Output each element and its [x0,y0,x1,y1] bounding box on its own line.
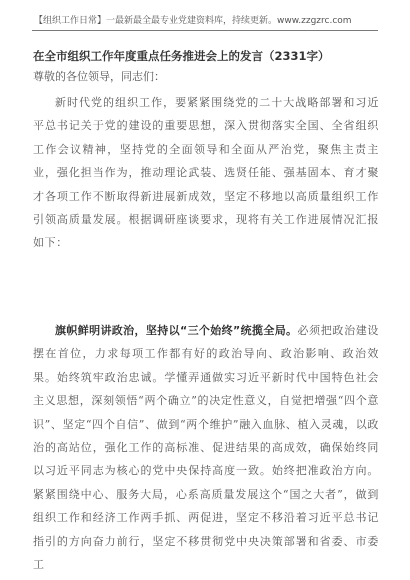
paragraph-intro: 新时代党的组织工作，要紧紧围绕党的二十大战略部署和习近平总书记关于党的建设的重要思想，深入贯彻落实全国、全省组织工作会议精神，坚持党的全面领导和全面从严治党，聚焦主责主业，强化担当作为，推动理论武装、选贤任能、强基固本、育才聚才各项工作不断取得新进展新成效，坚定不移地以高质量组织工作引领高质量发展。根据调研座谈要求，现将有关工作进展情况汇报如下： [33,96,379,250]
section-body: 必须把政治建设摆在首位，力求每项工作都有好的政治导向、政治影响、政治效果。始终筑牢政治忠诚。学懂弄通做实习近平新时代中国特色社会主义思想，深刻领悟“两个确立”的决定性意义，自觉把增强“四个意识”、坚定“四个自信”、做到“两个维护”融入血脉、植入灵魂，以政治的高站位，强化工作的高标准、促进结果的高成效，确保始终同以习近平同志为核心的党中央保持高度一致。始终把准政治方向。紧紧围绕中心、服务大局，心系高质量发展这个“国之大者”，做到组织工作和经济工作两手抓、两促进，坚定不移沿着习近平总书记指引的方向奋力前行，坚定不移贯彻党中央决策部署和省委、市委工 [33,324,379,572]
section-heading: 旗帜鲜明讲政治，坚持以“三个始终”统揽全局。 [55,324,298,337]
document-title: 在全市组织工作年度重点任务推进会上的发言（2331字） [33,49,330,63]
paragraph-section-1 [33,319,379,576]
page-header: 【组织工作日常】一最新最全最专业党建资料库，持续更新。www.zzgzrc.com [34,16,352,26]
header-divider [32,30,378,31]
salutation: 尊敬的各位领导，同志们： [33,70,165,83]
